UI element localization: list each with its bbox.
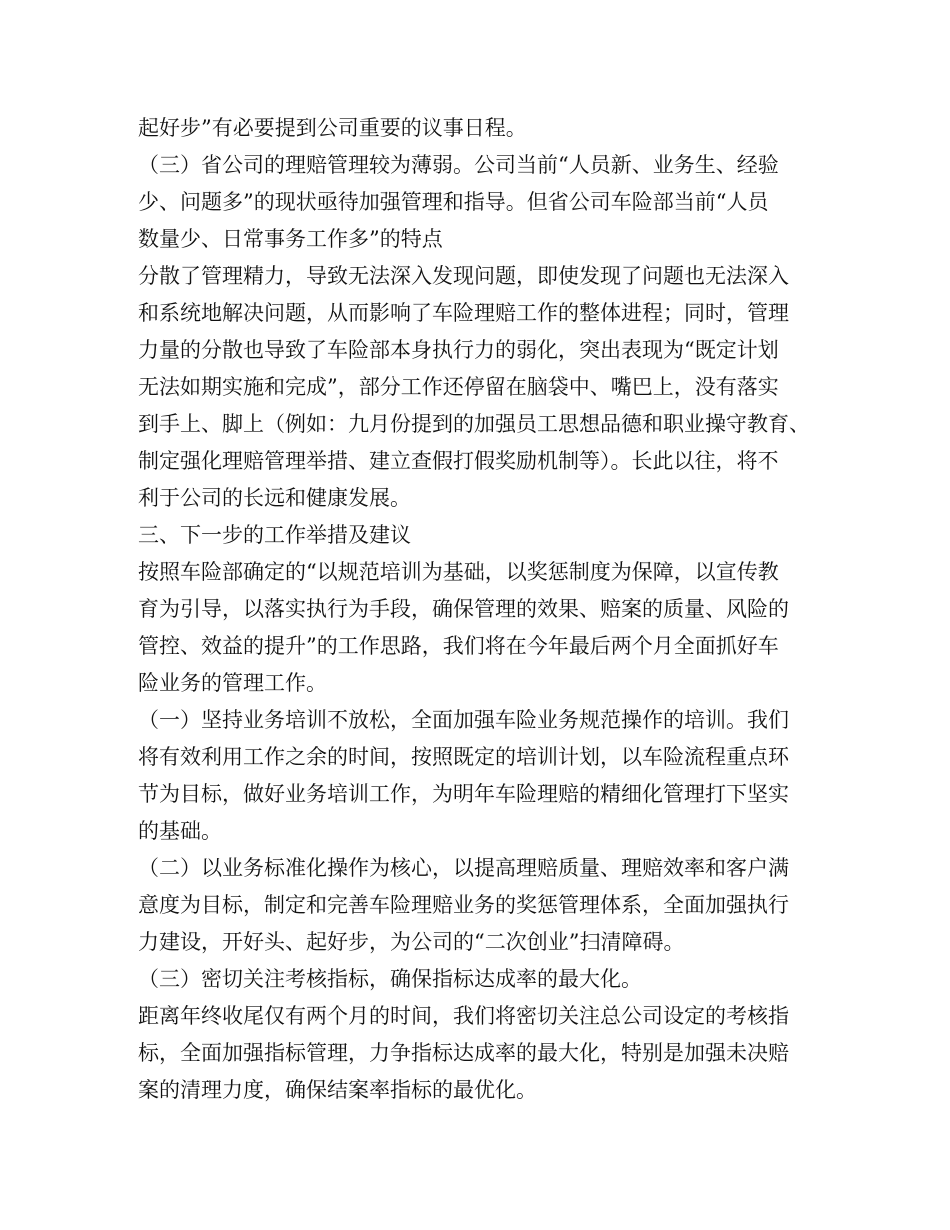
text-line: （三）密切关注考核指标，确保指标达成率的最大化。: [138, 967, 642, 991]
text-line: 少、问题多”的现状亟待加强管理和指导。但省公司车险部当前“人员: [138, 190, 769, 214]
text-line: （二）以业务标准化操作为核心，以提高理赔质量、理赔效率和客户满: [138, 856, 789, 880]
text-line: 节为目标，做好业务培训工作，为明年车险理赔的精细化管理打下坚实: [138, 782, 789, 806]
text-line: 三、下一步的工作举措及建议: [138, 523, 411, 547]
text-line: 起好步”有必要提到公司重要的议事日程。: [138, 116, 527, 140]
text-line: 制定强化理赔管理举措、建立查假打假奖励机制等）。长此以往，将不: [138, 449, 779, 473]
text-line: 将有效利用工作之余的时间，按照既定的培训计划，以车险流程重点环: [138, 745, 789, 769]
text-line: 标，全面加强指标管理，力争指标达成率的最大化，特别是加强未决赔: [138, 1041, 789, 1065]
text-line: 无法如期实施和完成”，部分工作还停留在脑袋中、嘴巴上，没有落实: [138, 375, 779, 399]
text-line: 到手上、脚上（例如：九月份提到的加强员工思想品德和职业操守教育、: [138, 412, 810, 436]
text-line: （一）坚持业务培训不放松，全面加强车险业务规范操作的培训。我们: [138, 708, 789, 732]
text-line: 案的清理力度，确保结案率指标的最优化。: [138, 1078, 537, 1102]
text-line: 和系统地解决问题，从而影响了车险理赔工作的整体进程；同时，管理: [138, 301, 789, 325]
text-line: 育为引导，以落实执行为手段，确保管理的效果、赔案的质量、风险的: [138, 597, 789, 621]
text-line: 力建设，开好头、起好步，为公司的“二次创业”扫清障碍。: [138, 930, 685, 954]
text-line: 分散了管理精力，导致无法深入发现问题，即使发现了问题也无法深入: [138, 264, 789, 288]
text-line: 力量的分散也导致了车险部本身执行力的弱化，突出表现为“既定计划: [138, 338, 779, 362]
text-line: 的基础。: [138, 819, 222, 843]
text-line: 利于公司的长远和健康发展。: [138, 486, 411, 510]
text-line: 险业务的管理工作。: [138, 671, 327, 695]
text-line: 数量少、日常事务工作多”的特点: [138, 227, 443, 251]
text-line: 按照车险部确定的“以规范培训为基础，以奖惩制度为保障，以宣传教: [138, 560, 779, 584]
text-line: 管控、效益的提升”的工作思路，我们将在今年最后两个月全面抓好车: [138, 634, 779, 658]
document-body: [138, 110, 828, 1109]
text-line: 意度为目标，制定和完善车险理赔业务的奖惩管理体系，全面加强执行: [138, 893, 789, 917]
text-line: （三）省公司的理赔管理较为薄弱。公司当前“人员新、业务生、经验: [138, 153, 779, 177]
text-line: 距离年终收尾仅有两个月的时间，我们将密切关注总公司设定的考核指: [138, 1004, 789, 1028]
